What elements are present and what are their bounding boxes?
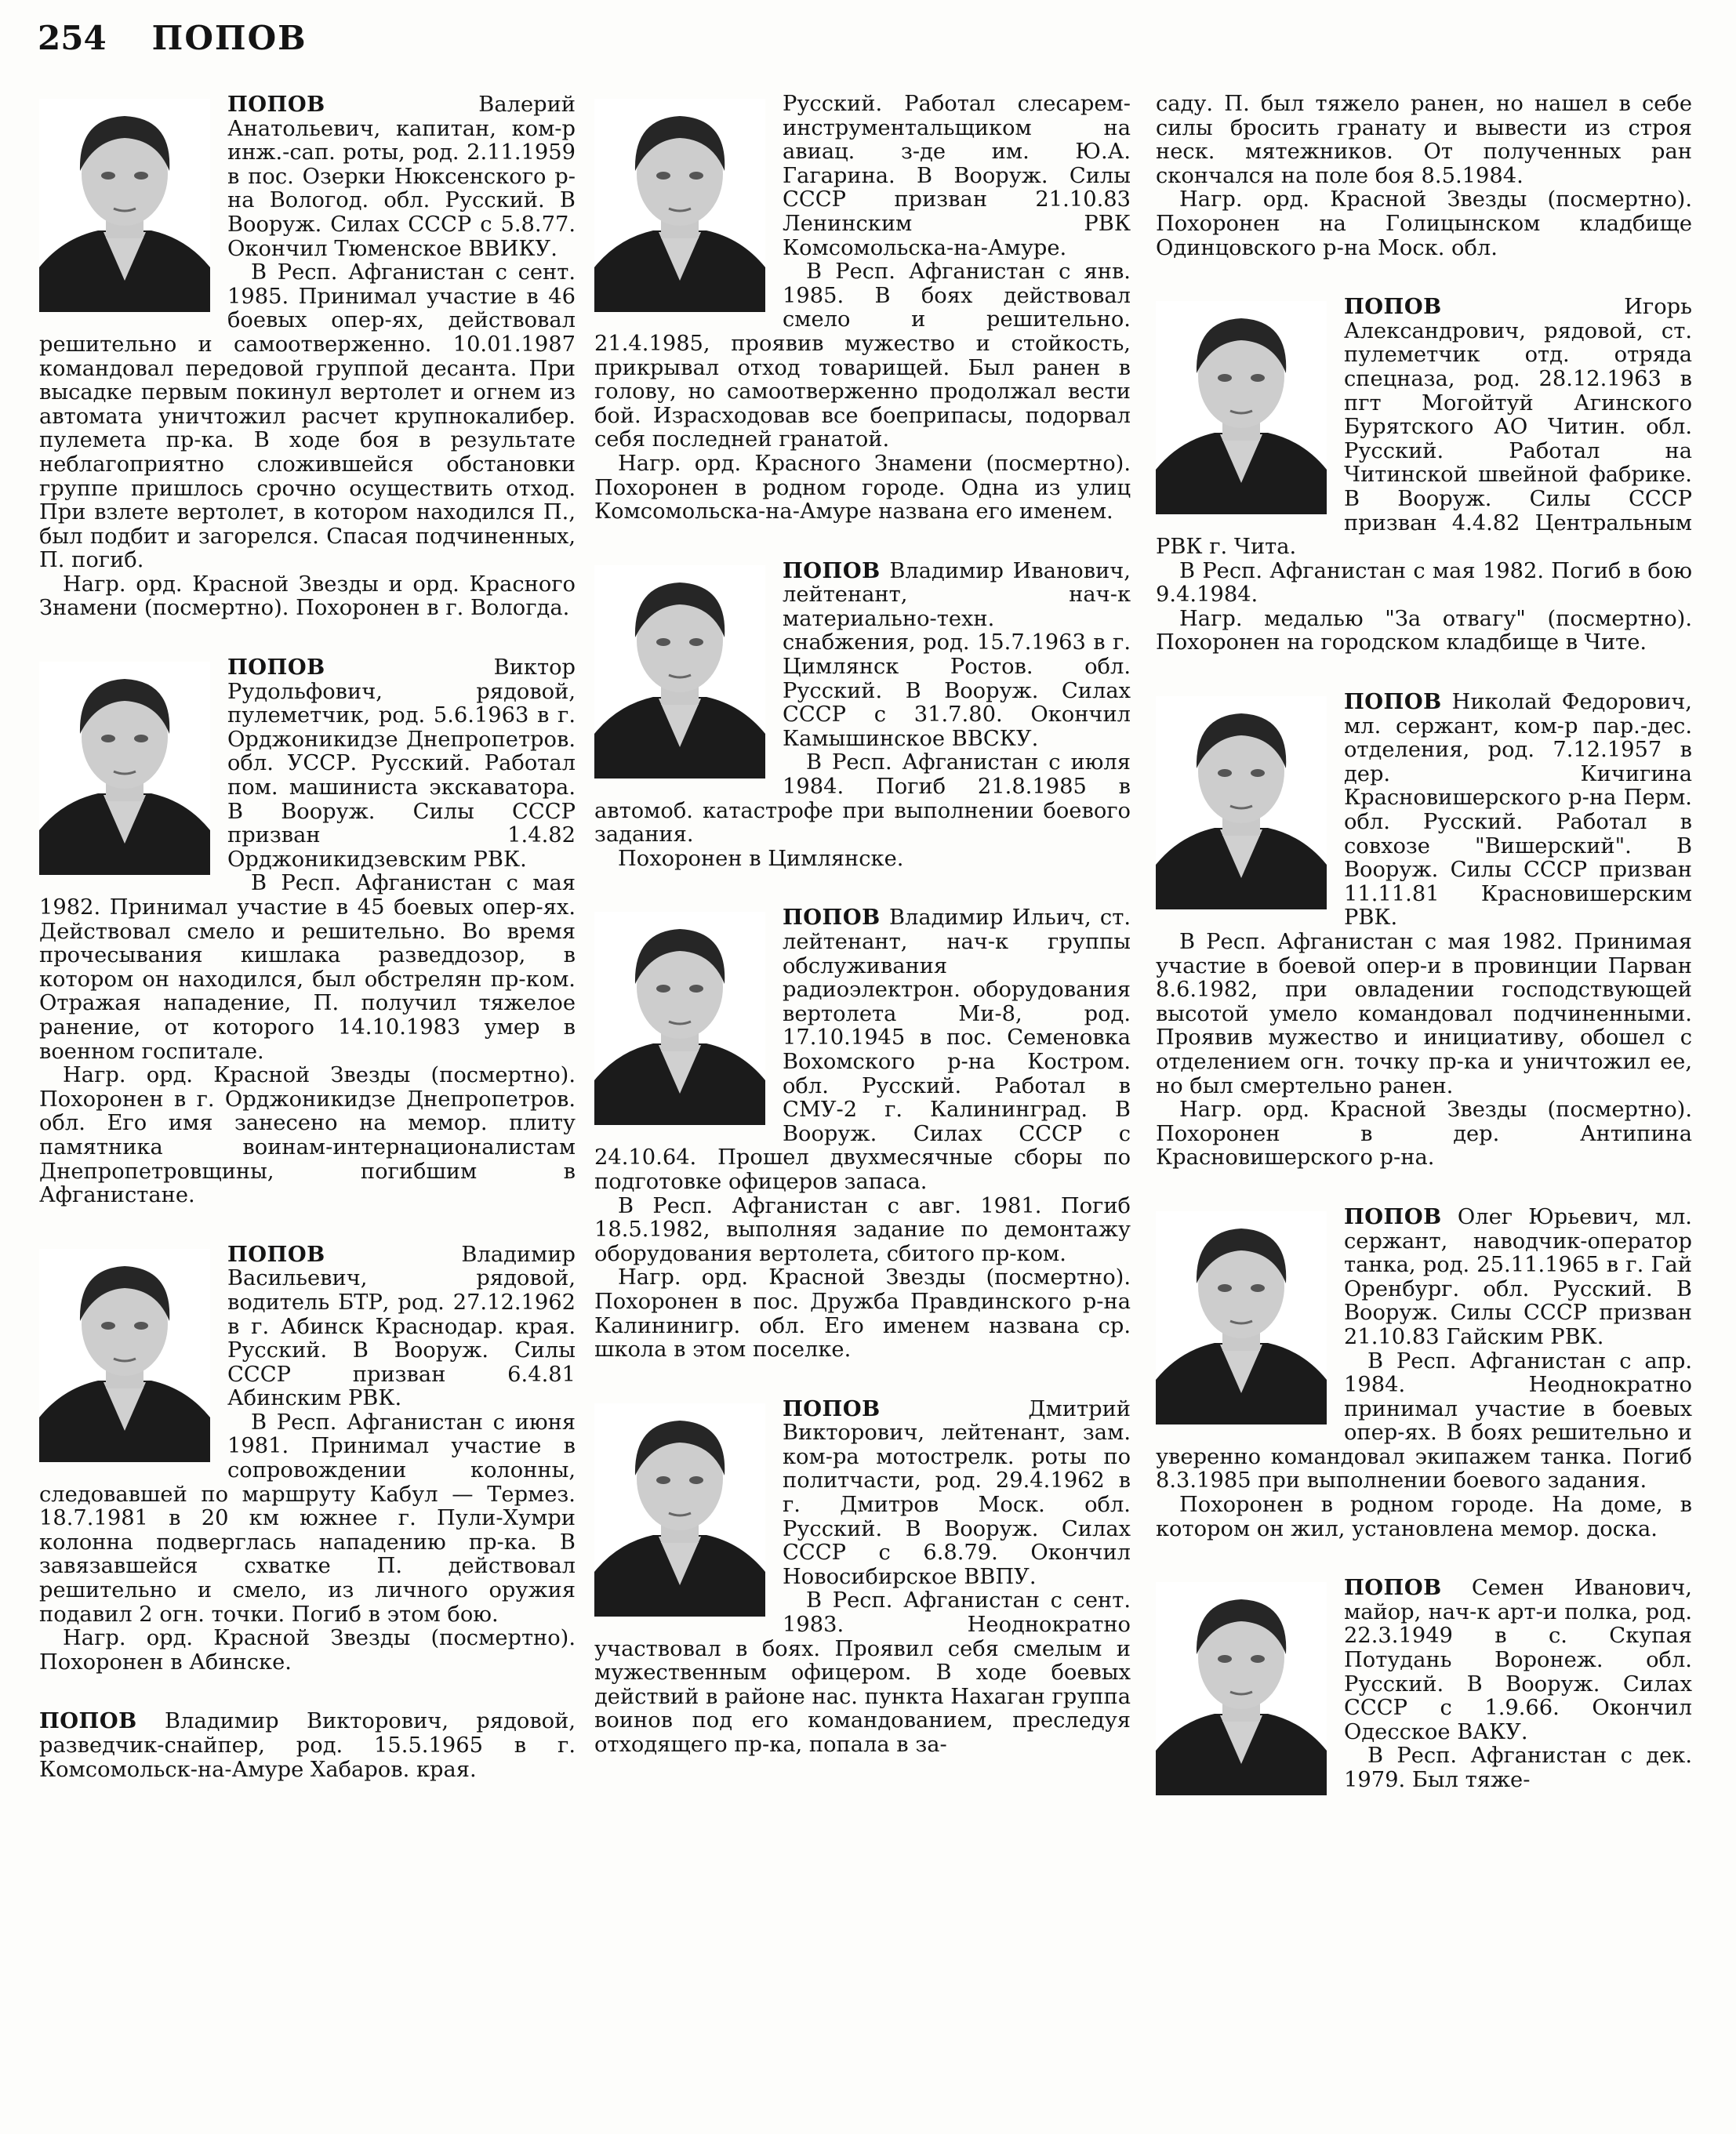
page-number: 254: [38, 19, 107, 57]
entry-text: Нагр. орд. Красной Звезды (посмертно). Похоронен в пос. Дружба Правдинского р-на Калининигр. обл. Его именем названа ср. школа в этом поселке.: [594, 1265, 1131, 1363]
entry-surname: ПОПОВ: [783, 1395, 881, 1421]
portrait-icon: [1156, 696, 1327, 909]
entry-oleg: [1156, 1205, 1692, 1541]
entry-text: В Респ. Афганистан с мая 1982. Принимая участие в боевой опер-и в провинции Парван 8.6.1982, при овладении господствующей высотой умело командовал подчиненными. Проявив мужество и инициативу, обошел с отделением огн. точку пр-ка и уничтожил ее, но был смертельно ранен.: [1156, 930, 1692, 1098]
entry-valeriy: [39, 93, 576, 621]
portrait-photo: [39, 99, 210, 312]
portrait-icon: [39, 662, 210, 875]
entry-semen: [1156, 1576, 1692, 1792]
portrait-photo: [594, 912, 765, 1125]
entry-text: саду. П. был тяжело ранен, но нашел в себе силы бросить гранату и вывести из строя неск. мятежников. От полученных ран скончался на поле боя 8.5.1984.: [1156, 92, 1692, 188]
portrait-icon: [594, 99, 765, 312]
entry-text: В Респ. Афганистан с мая 1982. Принимал участие в 45 боевых опер-ях. Действовал смело и решительно. Во время прочесывания кишлака разведдозор, в котором он находился, был обстрелян пр-ком. Отражая нападение, П. получил тяжелое ранение, от которого 14.10.1983 умер в военном госпитале.: [39, 871, 576, 1064]
entry-surname: ПОПОВ: [1344, 1203, 1442, 1229]
entry-text: Похоронен в Цимлянске.: [618, 846, 904, 871]
portrait-icon: [1156, 1582, 1327, 1795]
column-3: [1156, 93, 1692, 1827]
entry-dmitriy: [594, 1397, 1131, 1758]
entry-surname: ПОПОВ: [1344, 294, 1442, 320]
entry-surname: ПОПОВ: [783, 905, 881, 931]
portrait-photo: [1156, 1211, 1327, 1424]
column-1: [39, 93, 576, 1816]
entry-dmitriy-continued: [1156, 93, 1692, 260]
portrait-icon: [39, 1249, 210, 1462]
entry-text: В Респ. Афганистан с мая 1982. Погиб в бою 9.4.1984.: [1156, 558, 1692, 608]
entry-vladimir-viktorovich-continued: [594, 93, 1131, 524]
portrait-photo: [594, 565, 765, 778]
page-header: [38, 19, 307, 66]
portrait-photo: [39, 662, 210, 875]
entry-text: Валерий Анатольевич, капитан, ком-р инж.-сап. роты, род. 2.11.1959 в пос. Озерки Нюксенского р-на Вологод. обл. Русский. В Вооруж. Силах СССР с 5.8.77. Окончил Тюменское ВВИКУ.: [227, 93, 576, 261]
entry-text: Нагр. орд. Красной Звезды (посмертно). Похоронен в дер. Антипина Красновишерского р-на.: [1156, 1098, 1692, 1170]
entry-text: Нагр. орд. Красной Звезды (посмертно). Похоронен в Абинске.: [39, 1626, 576, 1675]
entry-text: В Респ. Афганистан с июля 1984. Погиб 21.8.1985 в автомоб. катастрофе при выполнении боевого задания.: [594, 750, 1131, 847]
entry-text: В Респ. Афганистан с авг. 1981. Погиб 18.5.1982, выполняя задание по демонтажу оборудования вертолета, сбитого пр-ком.: [594, 1193, 1131, 1266]
entry-nikolay: [1156, 690, 1692, 1170]
portrait-photo: [1156, 301, 1327, 514]
entry-text: Владимир Викторович, рядовой, разведчик-снайпер, род. 15.5.1965 в г. Комсомольск-на-Амуре Хабаров. края.: [39, 1709, 576, 1782]
portrait-photo: [594, 99, 765, 312]
entry-text: В Респ. Афганистан с апр. 1984. Неоднократно принимал участие в боевых опер-ях. В боях решительно и уверенно командовал экипажем танка. Погиб 8.3.1985 при выполнении боевого задания.: [1156, 1348, 1692, 1493]
entry-surname: ПОПОВ: [1344, 689, 1442, 715]
entry-text: Владимир Иванович, лейтенант, нач-к материально-техн. снабжения, род. 15.7.1963 в г. Цимлянск Ростов. обл. Русский. В Вооруж. Силах СССР с 31.7.80. Окончил Камышинское ВВСКУ.: [783, 558, 1131, 751]
entry-text: Нагр. орд. Красной Звезды (посмертно). Похоронен на Голицынском кладбище Одинцовского р-на Моск. обл.: [1156, 187, 1692, 260]
portrait-photo: [1156, 1582, 1327, 1795]
entry-text: В Респ. Афганистан с сент. 1985. Принимал участие в 46 боевых опер-ях, действовал решительно и самоотверженно. 10.01.1987 командовал передовой группой десанта. При высадке первым покинул вертолет и огнем из автомата уничтожил расчет крупнокалибер. пулемета пр-ка. В ходе боя в результате неблагоприятно сложившейся обстановки группе пришлось срочно осуществить отход. При взлете вертолет, в котором находился П., был подбит и загорелся. Спасая подчиненных, П. погиб.: [39, 260, 576, 573]
entry-vladimir-ivanovich: [594, 559, 1131, 872]
entry-vladimir-vasilevich: [39, 1243, 576, 1675]
entry-text: Владимир Васильевич, рядовой, водитель БТР, род. 27.12.1962 в г. Абинск Краснодар. края. Русский. В Вооруж. Силы СССР призван 6.4.81 Абинским РВК.: [227, 1242, 576, 1411]
entry-surname: ПОПОВ: [783, 557, 881, 583]
entry-surname: ПОПОВ: [1344, 1575, 1442, 1601]
entry-text: Русский. Работал слесарем-инструментальщиком на авиац. з-де им. Ю.А. Гагарина. В Вооруж. Силы СССР призван 21.10.83 Ленинским РВК Комсомольска-на-Амуре.: [783, 92, 1131, 260]
portrait-icon: [1156, 301, 1327, 514]
portrait-icon: [39, 99, 210, 312]
portrait-icon: [594, 1403, 765, 1617]
entry-text: Дмитрий Викторович, лейтенант, зам. ком-ра мотострелк. роты по политчасти, род. 29.4.1962 в г. Дмитров Моск. обл. Русский. В Вооруж. Силах СССР с 6.8.79. Окончил Новосибирское ВВПУ.: [783, 1396, 1131, 1589]
entry-text: Олег Юрьевич, мл. сержант, наводчик-оператор танка, род. 25.11.1965 в г. Гай Оренбург. обл. Русский. В Вооруж. Силы СССР призван 21.10.83 Гайским РВК.: [1344, 1204, 1692, 1349]
entry-text: В Респ. Афганистан с сент. 1983. Неоднократно участвовал в боях. Проявил себя смелым и мужественным офицером. В ходе боевых действий в районе нас. пункта Нахаган группа воинов под его командованием, преследуя отходящего пр-ка, попала в за-: [594, 1588, 1131, 1757]
portrait-photo: [594, 1403, 765, 1617]
entry-text: Виктор Рудольфович, рядовой, пулеметчик, род. 5.6.1963 в г. Орджоникидзе Днепропетров. обл. УССР. Русский. Работал пом. машиниста экскаватора. В Вооруж. Силы СССР призван 1.4.82 Орджоникидзевским РВК.: [227, 655, 576, 872]
portrait-icon: [1156, 1211, 1327, 1424]
entry-text: Похоронен в родном городе. На доме, в котором он жил, установлена мемор. доска.: [1156, 1493, 1692, 1541]
entry-text: В Респ. Афганистан с июня 1981. Принимал участие в сопровождении колонны, следовавшей по маршруту Кабул — Термез. 18.7.1981 в 20 км южнее г. Пули-Хумри колонна подверглась нападению пр-ка. В завязавшейся схватке П. действовал решительно и смело, из личного оружия подавил 2 огн. точки. Погиб в этом бою.: [39, 1410, 576, 1627]
running-title: ПОПОВ: [151, 19, 307, 57]
entry-text: Нагр. орд. Красной Звезды (посмертно). Похоронен в г. Орджоникидзе Днепропетров. обл. Его имя занесено на мемор. плиту памятника воинам-интернационалистам Днепропетровщины, погибшим в Афганистане.: [39, 1063, 576, 1208]
portrait-photo: [1156, 696, 1327, 909]
entry-text: Нагр. медалью "За отвагу" (посмертно). Похоронен на городском кладбище в Чите.: [1156, 606, 1692, 655]
entry-surname: ПОПОВ: [39, 1708, 137, 1734]
entry-vladimir-viktorovich: [39, 1709, 576, 1782]
entry-text: Игорь Александрович, рядовой, ст. пулеметчик отд. отряда спецназа, род. 28.12.1963 в пгт Могойтуй Агинского Бурятского АО Читин. обл. Русский. Работал на Читинской швейной фабрике. В Вооруж. Силы СССР призван 4.4.82 Центральным РВК г. Чита.: [1156, 295, 1692, 560]
portrait-photo: [39, 1249, 210, 1462]
entry-igor: [1156, 295, 1692, 655]
entry-vladimir-ilich: [594, 905, 1131, 1362]
entry-text: В Респ. Афганистан с янв. 1985. В боях действовал смело и решительно. 21.4.1985, проявив мужество и стойкость, прикрывал отход товарищей. Был ранен в голову, но самоотверженно продолжал вести бой. Израсходовав все боеприпасы, подорвал себя последней гранатой.: [594, 259, 1131, 452]
entry-surname: ПОПОВ: [227, 92, 325, 117]
entry-surname: ПОПОВ: [227, 1241, 325, 1267]
entry-text: В Респ. Афганистан с дек. 1979. Был тяже-: [1344, 1744, 1692, 1792]
entry-surname: ПОПОВ: [227, 655, 325, 680]
portrait-icon: [594, 912, 765, 1125]
column-2: [594, 93, 1131, 1792]
entry-text: Нагр. орд. Красного Знамени (посмертно). Похоронен в родном городе. Одна из улиц Комсомольска-на-Амуре названа его именем.: [594, 451, 1131, 524]
entry-text: Владимир Ильич, ст. лейтенант, нач-к группы обслуживания радиоэлектрон. оборудования вертолета Ми-8, род. 17.10.1945 в пос. Семеновка Вохомского р-на Костром. обл. Русский. Работал в СМУ-2 г. Калининград. В Вооруж. Силах СССР с 24.10.64. Прошел двухмесячные сборы по подготовке офицеров запаса.: [594, 905, 1131, 1194]
entry-text: Николай Федорович, мл. сержант, ком-р пар.-дес. отделения, род. 7.12.1957 в дер. Кичигина Красновишерского р-на Перм. обл. Русский. Работал в совхозе "Вишерский". В Вооруж. Силы СССР призван 11.11.81 Красновишерским РВК.: [1344, 690, 1692, 931]
portrait-icon: [594, 565, 765, 778]
entry-text: Нагр. орд. Красной Звезды и орд. Красного Знамени (посмертно). Похоронен в г. Вологда.: [39, 572, 576, 621]
entry-viktor: [39, 655, 576, 1208]
entry-text: Семен Иванович, майор, нач-к арт-и полка, род. 22.3.1949 в с. Скупая Потудань Воронеж. обл. Русский. В Вооруж. Силах СССР с 1.9.66. Окончил Одесское ВАКУ.: [1344, 1576, 1692, 1744]
